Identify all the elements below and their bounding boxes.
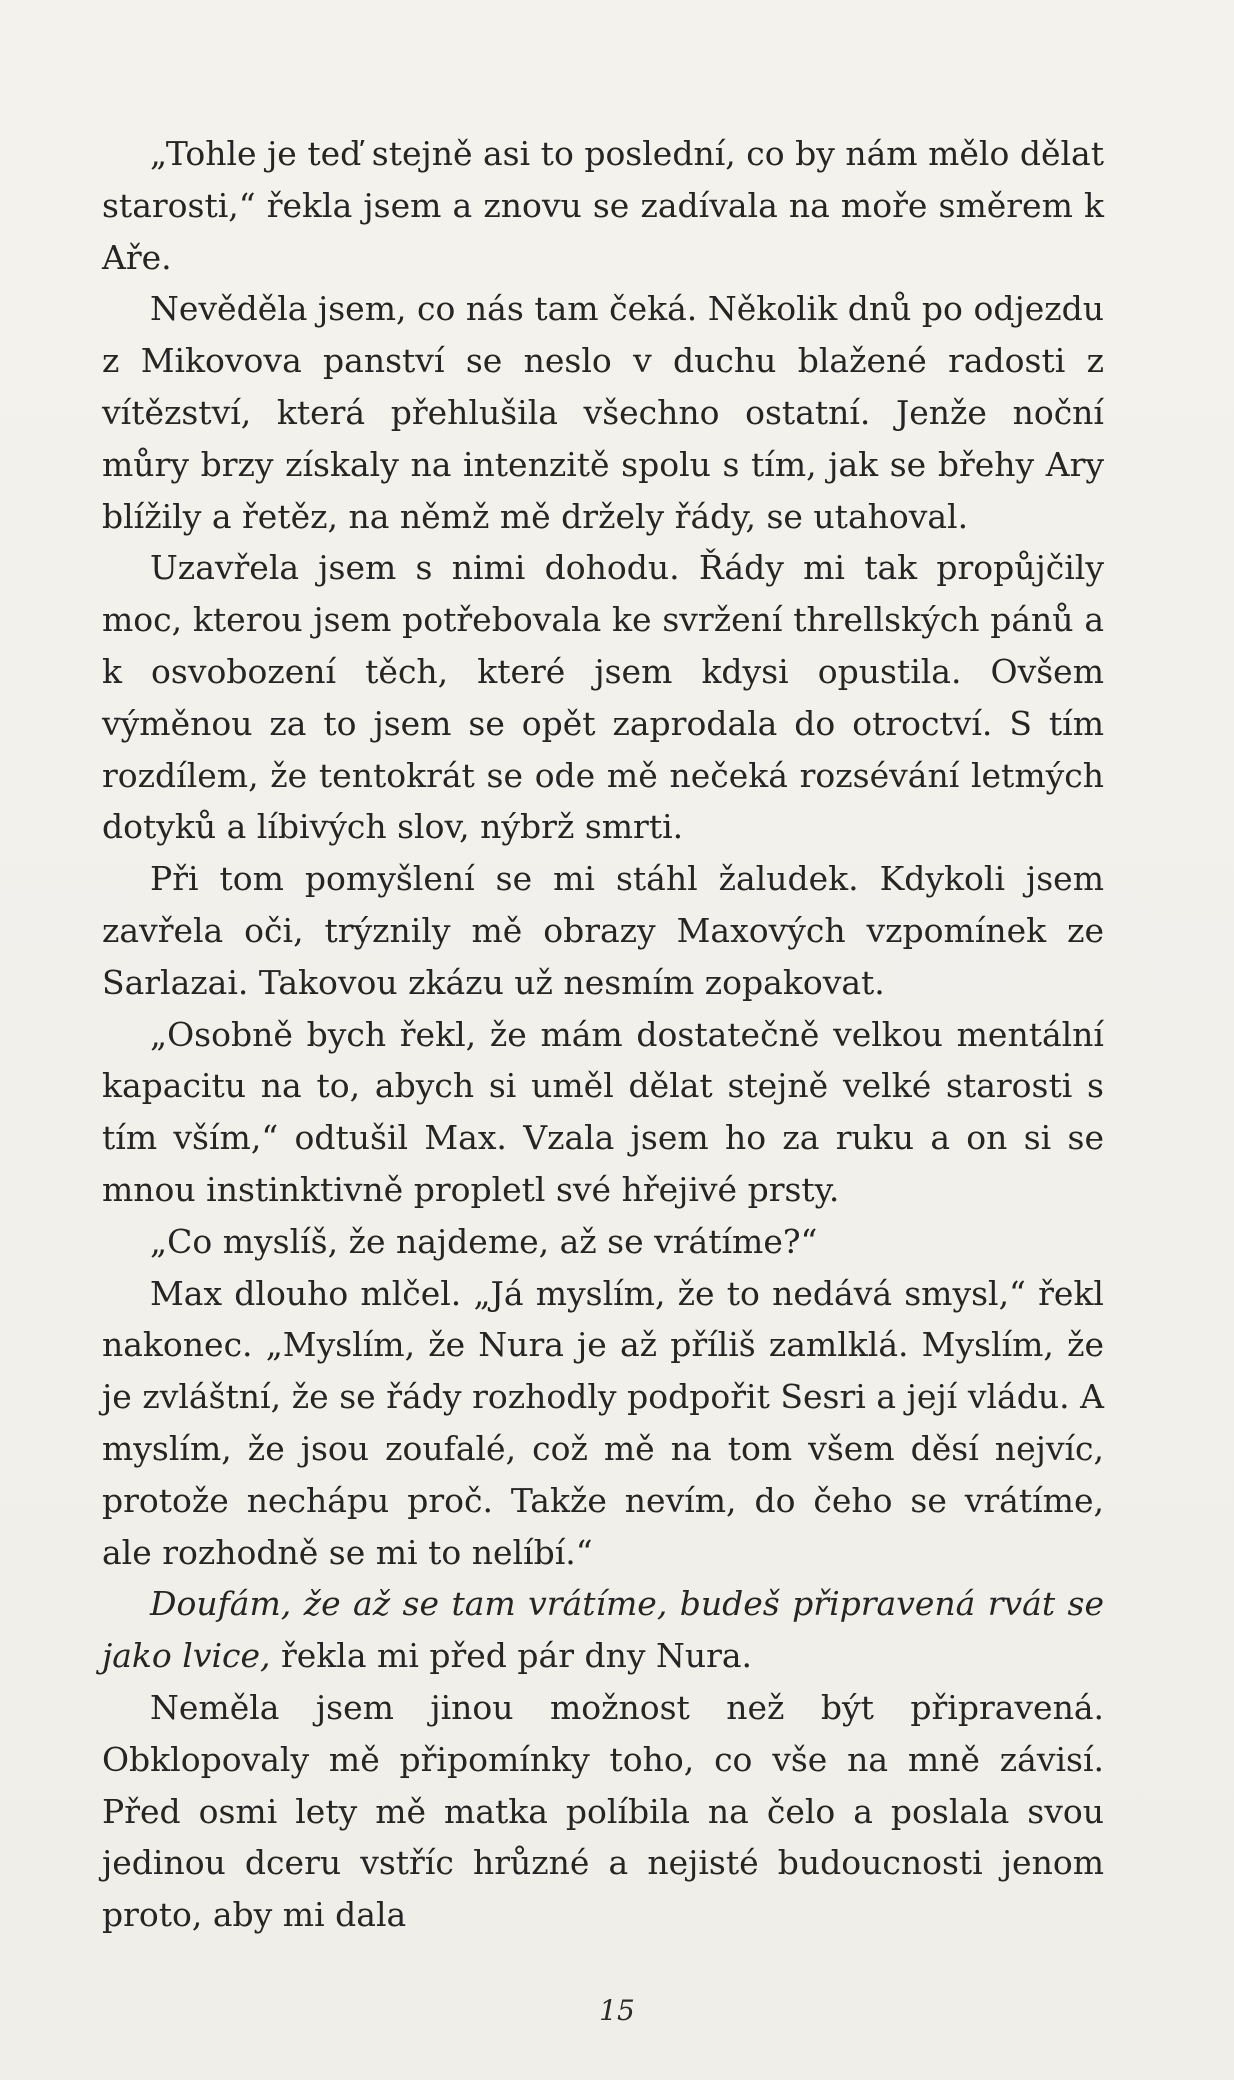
paragraph: Nevěděla jsem, co nás tam čeká. Několik dnů po odjezdu z Mikovova panství se neslo v duchu blažené radosti z vítězství, která přehlušila všechno ostatní. Jenže noční můry brzy získaly na intenzitě spolu s tím, jak se břehy Ary blížily a řetěz, na němž mě držely řády, se utahoval. bbox=[102, 289, 1104, 536]
paragraph: „Tohle je teď stejně asi to poslední, co by nám mělo dělat starosti,“ řekla jsem a znovu se zadívala na moře směrem k Aře. bbox=[102, 134, 1104, 277]
paragraph: Max dlouho mlčel. „Já myslím, že to nedává smysl,“ řekl nakonec. „Myslím, že Nura je až příliš zamlklá. Myslím, že je zvláštní, že se řády rozhodly podpořit Sesri a její vládu. A myslím, že jsou zoufalé, což mě na tom všem děsí nejvíc, protože nechápu proč. Takže nevím, do čeho se vrátíme, ale rozhodně se mi to nelíbí.“ bbox=[102, 1273, 1104, 1572]
paragraph-italic-quote bbox=[102, 1578, 1104, 1682]
dialogue-tag: řekla mi před pár dny Nura. bbox=[270, 1636, 753, 1676]
paragraph: Při tom pomyšlení se mi stáhl žaludek. Kdykoli jsem zavřela oči, trýznily mě obrazy Maxových vzpomínek ze Sarlazai. Takovou zkázu už nesmím zopakovat. bbox=[102, 859, 1104, 1002]
body-text bbox=[102, 128, 1104, 1941]
paragraph: „Osobně bych řekl, že mám dostatečně velkou mentální kapacitu na to, abych si uměl dělat stejně velké starosti s tím vším,“ odtušil Max. Vzala jsem ho za ruku a on si se mnou instinktivně propletl své hřejivé prsty. bbox=[102, 1014, 1104, 1209]
paragraph: Uzavřela jsem s nimi dohodu. Řády mi tak propůjčily moc, kterou jsem potřebovala ke svržení threllských pánů a k osvobození těch, které jsem kdysi opustila. Ovšem výměnou za to jsem se opět zaprodala do otroctví. S tím rozdílem, že tentokrát se ode mě nečeká rozsévání letmých dotyků a líbivých slov, nýbrž smrti. bbox=[102, 548, 1104, 847]
paragraph: Neměla jsem jinou možnost než být připravená. Obklopovaly mě připomínky toho, co vše na mně závisí. Před osmi lety mě matka políbila na čelo a poslala svou jedinou dceru vstříc hrůzné a nejisté budoucnosti jenom proto, aby mi dala bbox=[102, 1687, 1104, 1935]
paragraph: „Co myslíš, že najdeme, až se vrátíme?“ bbox=[150, 1221, 818, 1261]
italic-thought: Doufám, že až se tam vrátíme, budeš připravená rvát se jako lvice, bbox=[102, 1584, 1104, 1676]
page-number: 15 bbox=[599, 1994, 635, 2027]
